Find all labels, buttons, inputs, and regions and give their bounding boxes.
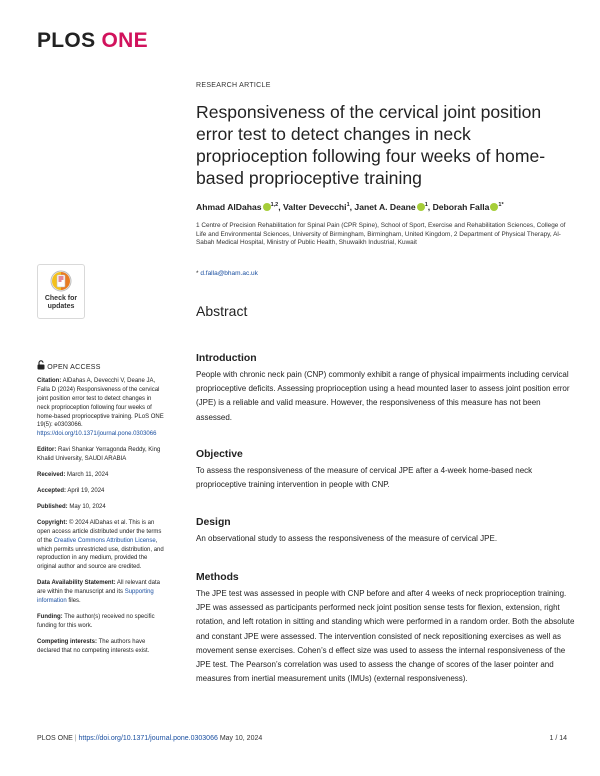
data-availability-block: Data Availability Statement: All relevant data are within the manuscript and its Supporting information files. (37, 580, 160, 605)
footer-doi-link[interactable]: https://doi.org/10.1371/journal.pone.0303066 (78, 735, 218, 742)
editor-block: Editor: Ravi Shankar Yerragonda Reddy, King Khalid University, SAUDI ARABIA (37, 447, 161, 463)
author-affiliation-marker: 1 (424, 202, 428, 209)
check-updates-line1: Check for (44, 295, 78, 302)
footer-date: May 10, 2024 (219, 735, 263, 742)
check-for-updates-badge[interactable] (37, 264, 85, 319)
journal-logo: PLOS ONE (37, 29, 148, 52)
check-updates-icon (50, 269, 72, 293)
article-info-sidebar (37, 360, 165, 663)
author-name[interactable]: Deborah Falla (432, 202, 490, 212)
check-updates-line2: updates (47, 303, 75, 310)
author-affiliation-marker: 1* (498, 202, 504, 209)
methods-heading: Methods (196, 572, 239, 583)
orcid-icon[interactable] (417, 203, 425, 211)
open-lock-icon (37, 360, 45, 370)
objective-text: To assess the responsiveness of the measure of cervical JPE after a 4-week home-based neck proprioceptive training intervention in people with CNP. (196, 466, 533, 490)
author-list: Ahmad AlDahas $^{1,2}$, Valter Devecchi$^1$, Janet A. Deane $^1$, Deborah Falla $^{1*}$ (196, 202, 504, 212)
accepted-block: Accepted: April 19, 2024 (37, 487, 105, 494)
email-link[interactable]: d.falla@bham.ac.uk (200, 270, 258, 277)
received-block: Received: March 11, 2024 (37, 472, 109, 479)
affiliations: 1 Centre of Precision Rehabilitation for Spinal Pain (CPR Spine), School of Sport, Exercise and Rehabilitation Sciences, College of Life and Environmental Sciences, University of Birmingham, Birmingham, United Kingdom, 2 Department of Physical Therapy, Al-Sabah Medical Hospital, Ministry of Public Health, Shuwaikh Industrial, Kuwait (196, 222, 566, 247)
design-text: An observational study to assess the responsiveness of the measure of cervical JPE. (196, 534, 498, 543)
objective-heading: Objective (196, 449, 243, 460)
introduction-text: People with chronic neck pain (CNP) commonly exhibit a range of physical impairments including cervical proprioceptive deficits. Assessing proprioception using a head mounted laser to assess joint position error (JPE) is a reliable and valid measure. However, the responsiveness of this measure has not been assessed. (196, 370, 570, 422)
orcid-icon[interactable] (263, 203, 271, 211)
introduction-heading: Introduction (196, 353, 257, 364)
license-link[interactable]: Creative Commons Attribution License (53, 537, 156, 544)
copyright-block: Copyright: © 2024 AlDahas et al. This is an open access article distributed under the terms of the Creative Commons Attribution License, which permits unrestricted use, distribution, and reproduction in any medium, provided the original author and source are credited. (37, 519, 164, 571)
article-title: Responsiveness of the cervical joint position error test to detect changes in neck proprioception following four weeks of home-based proprioceptive training (196, 102, 546, 188)
methods-text: The JPE test was assessed in people with CNP before and after 4 weeks of neck proprioception training. JPE was assessed as participants performed neck joint position sense tests for flexion, extension, right rotation, and left rotation in sitting and standing which were performed in a random order. Both the absolute and constant JPE were assessed. The intervention consisted of neck repositioning exercises as well as movement sense exercises. Cohen’s d effect size was used to assess the internal responsiveness of the JPE test. The Pearson’s correlation was used to assess the change of scores of the laser pointer and measures from inertial measurement units (IMUs) (external responsiveness). (196, 589, 575, 684)
author-affiliation-marker: 1,2 (270, 202, 279, 209)
citation-block: Citation: AlDahas A, Devecchi V, Deane JA, Falla D (2024) Responsiveness of the cervical joint position error test to detect changes in neck proprioception following four weeks of home-based proprioceptive training. PLoS ONE 19(5): e0303066. https://doi.org/10.1371/journal.pone.0303066 (37, 377, 164, 438)
funding-block: Funding: The author(s) received no specific funding for this work. (37, 613, 155, 629)
citation-doi-link[interactable]: https://doi.org/10.1371/journal.pone.0303066 (37, 431, 157, 438)
abstract-heading: Abstract (196, 303, 248, 319)
author-name[interactable]: Valter Devecchi (283, 202, 347, 212)
footer-journal: PLOS ONE (37, 735, 73, 742)
author-affiliation-marker: 1 (346, 202, 350, 209)
page-number: 1 / 14 (549, 735, 567, 742)
author-name[interactable]: Ahmad AlDahas (196, 202, 262, 212)
supporting-information-link[interactable]: Supporting information (37, 589, 154, 605)
corresponding-email: * d.falla@bham.ac.uk (196, 270, 258, 277)
author-name[interactable]: Janet A. Deane (354, 202, 416, 212)
competing-interests-block: Competing interests: The authors have declared that no competing interests exist. (37, 638, 150, 654)
design-heading: Design (196, 517, 231, 528)
article-type-label: RESEARCH ARTICLE (196, 82, 271, 89)
published-block: Published: May 10, 2024 (37, 503, 106, 510)
open-access-label: OPEN ACCESS (37, 360, 165, 373)
